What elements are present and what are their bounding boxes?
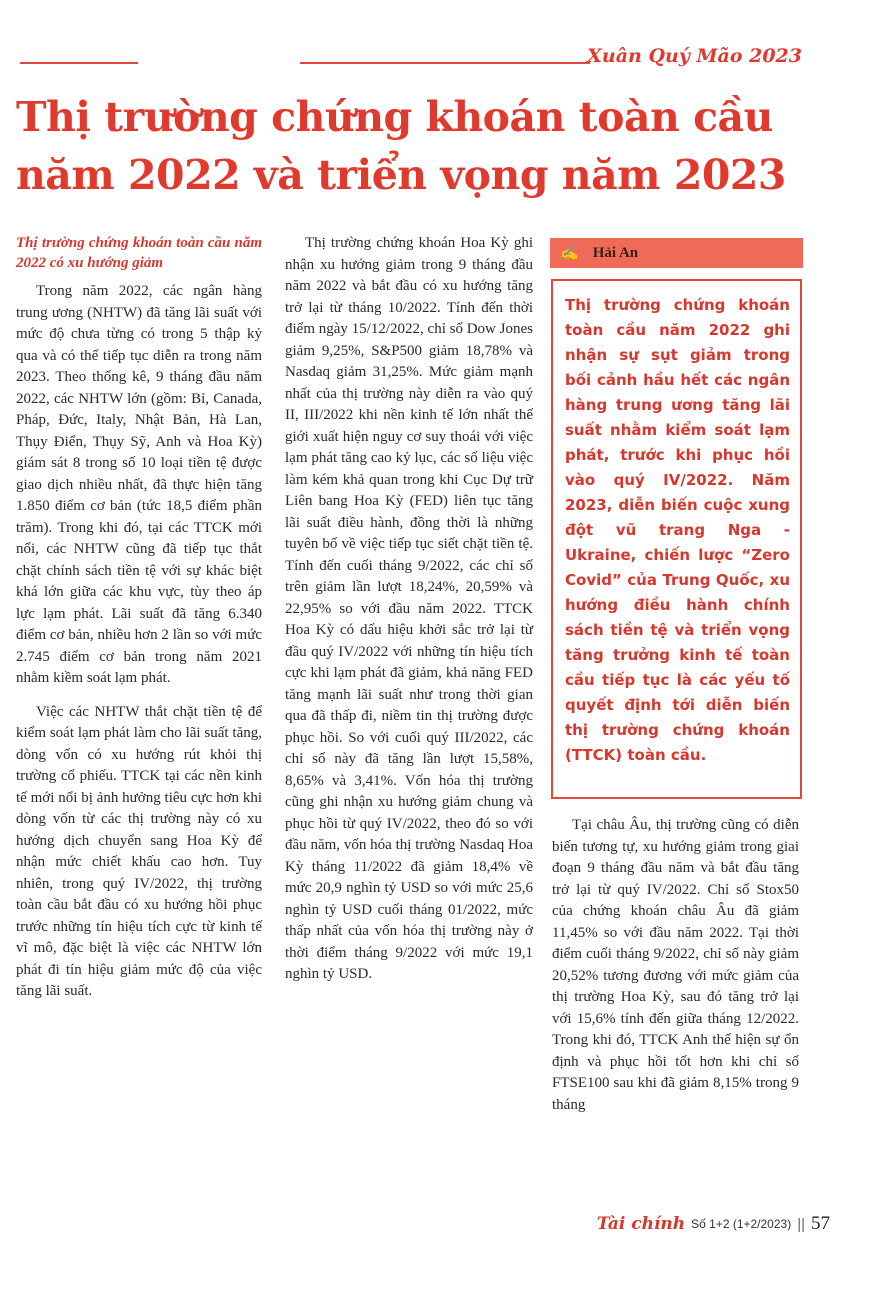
- issue-number: Số 1+2 (1+2/2023): [691, 1217, 792, 1231]
- paragraph: Trong năm 2022, các ngân hàng trung ương (NHTW) đã tăng lãi suất với mức độ chưa từng có trong 5 thập kỷ qua và có thể tiếp tục diễn ra trong năm 2023. Theo thống kê, 9 tháng đầu năm 2022, các NHTW lớn (gồm: Bỉ, Canada, Pháp, Đức, Italy, Nhật Bản, Hà Lan, Thụy Điển, Thụy Sỹ, Anh và Hoa Kỳ) giám sát 8 trong số 10 loại tiền tệ được giao dịch nhiều nhất, đã thực hiện tăng 1.850 điểm cơ bản (tức 18,5 điểm phần trăm). Trong khi đó, tại các TTCK mới nổi, các NHTW cũng đã tiếp tục thắt chặt chính sách tiền tệ với sự khác biệt khá lớn giữa các khu vực, tùy theo áp lực lạm phát. Lãi suất đã tăng 6.340 điểm cơ bản, nhiều hơn 2 lần so với mức 2.745 điểm cơ bản trong năm 2021 nhằm kiềm soát lạm phát.: [16, 283, 262, 686]
- column-1: [16, 233, 262, 1003]
- header-rule-left: [20, 62, 138, 64]
- pull-quote: Thị trường chứng khoán toàn cầu năm 2022 ghi nhận sự sụt giảm trong bối cảnh hầu hết các ngân hàng trung ương tăng lãi suất nhằm kiểm soát lạm phát, trước khi phục hồi vào quý IV/2022. Năm 2023, diễn biến cuộc xung đột vũ trang Nga - Ukraine, chiến lược “Zero Covid” của Trung Quốc, xu hướng điều hành chính sách tiền tệ và triển vọng tăng trưởng kinh tế toàn cầu tiếp tục là các yếu tố quyết định tới diễn biến thị trường chứng khoán (TTCK) toàn cầu.: [551, 279, 802, 799]
- article-headline: Thị trường chứng khoán toàn cầu năm 2022 và triển vọng năm 2023: [16, 93, 786, 199]
- byline: [550, 238, 803, 268]
- column-2: [285, 233, 533, 986]
- column-3: [552, 815, 799, 1116]
- header-rule-right: [300, 62, 590, 64]
- section-subheading: Thị trường chứng khoán toàn cầu năm 2022 có xu hướng giảm: [16, 235, 262, 271]
- footer-separator: ||: [797, 1215, 805, 1233]
- pen-icon: ✍: [560, 245, 579, 262]
- page-number: 57: [811, 1213, 830, 1234]
- issue-title: Xuân Quý Mão 2023: [587, 45, 802, 67]
- paragraph: Thị trường chứng khoán Hoa Kỳ ghi nhận xu hướng giảm trong 9 tháng đầu năm 2022 và bắt đầu có xu hướng tăng trở lại từ tháng 10/2022. Tính đến thời điểm ngày 15/12/2022, chỉ số Dow Jones giảm 9,25%, S&P500 giảm 18,78% và Nasdaq giảm 31,25%. Mức giảm mạnh nhất của thị trường này diễn ra vào quý II, III/2022 khi nền kinh tế lớn nhất thế giới xuất hiện nguy cơ suy thoái với việc lạm phát tăng cao kỷ lục, các số liệu việc làm kém khả quan trong khi Cục Dự trữ Liên bang Hoa Kỳ (FED) liên tục tăng lãi suất điều hành, đồng thời là những tuyên bố về việc tiếp tục siết chặt tiền tệ. Tính đến cuối tháng 9/2022, các chỉ số trên giảm lần lượt 18,24%, 20,59% và 22,95% so với đầu năm 2022. TTCK Hoa Kỳ có dấu hiệu khởi sắc trở lại từ đầu quý IV/2022 với những tín hiệu tích cực khi lạm phát đã giảm, khả năng FED tăng mạnh lãi suất như trong thời gian qua đã thấp đi, niềm tin thị trường được phục hồi. So với cuối quý III/2022, các chỉ số này đã tăng lần lượt 15,58%, 8,65% và 3,41%. Vốn hóa thị trường cũng ghi nhận xu hướng giảm chung và phục hồi từ quý IV/2022, theo đó so với đầu năm, vốn hóa thị trường Nasdaq Hoa Kỳ tháng 11/2022 đã giảm 18,4% về mức 20,9 nghìn tỷ USD so với mức 25,6 nghìn tỷ USD cuối tháng 01/2022, mức thấp nhất của vốn hóa thị trường này ở thời điểm tháng 9/2022 với mức 19,1 nghìn tỷ USD.: [285, 235, 533, 982]
- page-footer: [597, 1213, 830, 1235]
- paragraph: Tại châu Âu, thị trường cũng có diễn biến tương tự, xu hướng giảm trong giai đoạn 9 tháng đầu năm và bắt đầu tăng trở lại từ quý IV/2022. Chỉ số Stox50 của chứng khoán châu Âu đã giảm 11,45% so với đầu năm 2022. Tại thời điểm cuối tháng 9/2022, chỉ số này giảm 20,52% tương đương với mức giảm của thị trường Hoa Kỳ, sau đó tăng trở lại với 15,6% tính đến giữa tháng 12/2022. Trong khi đó, TTCK Anh thể hiện sự ổn định và phục hồi tốt hơn khi chỉ số FTSE100 sau khi đã giảm 8,15% trong 9 tháng: [552, 817, 799, 1113]
- author-name: Hải An: [592, 244, 639, 261]
- magazine-logo: Tài chính: [596, 1214, 686, 1234]
- paragraph: Việc các NHTW thắt chặt tiền tệ để kiểm soát lạm phát làm cho lãi suất tăng, dòng vốn có xu hướng rút khỏi thị trường cổ phiếu. TTCK tại các nền kinh tế mới nổi bị ảnh hưởng tiêu cực hơn khi dòng vốn từ các thị trường này có xu hướng dịch chuyển sang Hoa Kỳ để nhận mức chiết khấu cao hơn. Tuy nhiên, trong quý IV/2022, thị trường toàn cầu bắt đầu có xu hướng hồi phục trước những tín hiệu tích cực từ kinh tế vĩ mô, đặc biệt là việc các NHTW lớn phát đi tín hiệu giảm mức độ của việc tăng lãi suất.: [16, 703, 262, 999]
